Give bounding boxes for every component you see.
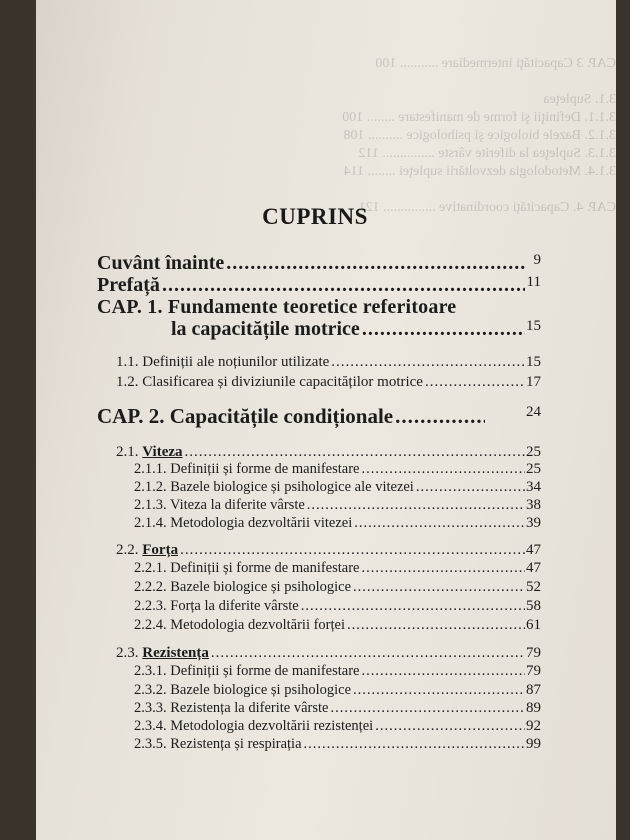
leader-dots	[304, 736, 525, 753]
leader-dots	[226, 252, 525, 275]
toc-entry-label: 2.2.4. Metodologia dezvoltării forței	[134, 617, 346, 633]
toc-entry-label: 2.3.5. Rezistența și respirația	[134, 736, 302, 752]
leader-dots	[185, 444, 525, 461]
toc-entry-label: 2.1.3. Viteza la diferite vârste	[134, 497, 305, 513]
toc-entry-label: 2.3.2. Bazele biologice și psihologice	[134, 682, 352, 698]
toc-entry-label: 2.2.3. Forța la diferite vârste	[134, 598, 299, 614]
section-label: 2.2. Forța	[116, 542, 179, 558]
leader-dots	[362, 560, 526, 577]
toc-entry[interactable]	[134, 700, 541, 717]
toc-entry-page: 92	[526, 718, 541, 734]
section-entry[interactable]	[116, 542, 541, 559]
toc-entry[interactable]	[134, 682, 541, 699]
toc-entry-page: 25	[526, 444, 541, 460]
chapter-heading[interactable]	[97, 296, 527, 319]
leader-dots	[347, 617, 525, 634]
toc-entry-label: 1.1. Definiții ale noțiunilor utilizate	[116, 354, 330, 370]
toc-entry-label: 2.3.4. Metodologia dezvoltării rezistenței	[134, 718, 374, 734]
chapter-title-line1: CAP. 1. Fundamente teoretice referitoare	[97, 296, 457, 318]
toc-entry-page: 58	[526, 598, 541, 614]
toc-entry-page: 99	[526, 736, 541, 752]
leader-dots	[307, 497, 525, 514]
leader-dots	[211, 645, 525, 662]
toc-entry-label: 2.1.2. Bazele biologice și psihologice ale vitezei	[134, 479, 414, 495]
toc-entry[interactable]	[134, 718, 541, 735]
chapter-title: CAP. 2. Capacitățile condiționale	[97, 404, 394, 428]
leader-dots	[354, 515, 525, 532]
toc-entry-page: 39	[526, 515, 541, 531]
toc-entry-page: 15	[526, 354, 541, 370]
chapter-title-line2: la capacitățile motrice	[171, 318, 360, 340]
toc-entry-page: 47	[526, 542, 541, 558]
toc-entry[interactable]	[116, 374, 541, 391]
toc-entry-page: 89	[526, 700, 541, 716]
toc-entry-label: Cuvânt înainte	[97, 252, 225, 274]
leader-dots	[301, 598, 525, 615]
page-title: CUPRINS	[262, 204, 368, 229]
section-label: 2.1. Viteza	[116, 444, 183, 460]
toc-entry-page: 87	[526, 682, 541, 698]
toc-entry-page: 79	[526, 663, 541, 679]
section-entry[interactable]	[116, 645, 541, 662]
toc-entry-page: 24	[526, 404, 541, 420]
leader-dots	[362, 663, 526, 680]
leader-dots	[330, 700, 525, 717]
toc-entry[interactable]	[134, 598, 541, 615]
toc-entry[interactable]	[134, 663, 541, 680]
leader-dots	[362, 318, 525, 341]
toc-entry-page: 17	[526, 374, 541, 390]
toc-entry-page: 61	[526, 617, 541, 633]
toc-entry-page: 52	[526, 579, 541, 595]
toc-entry-label: 2.1.4. Metodologia dezvoltării vitezei	[134, 515, 353, 531]
chapter-heading-cont[interactable]	[171, 318, 541, 341]
section-label: 2.3. Rezistența	[116, 645, 209, 661]
toc-entry-label: 2.3.1. Definiții și forme de manifestare	[134, 663, 360, 679]
toc-entry-page: 38	[526, 497, 541, 513]
leader-dots	[395, 404, 485, 429]
toc-entry[interactable]	[134, 560, 541, 577]
toc-entry-page: 25	[526, 461, 541, 477]
toc-entry-page: 34	[526, 479, 541, 495]
leader-dots	[331, 354, 525, 371]
leader-dots	[162, 274, 525, 297]
toc-entry-label: 2.1.1. Definiții și forme de manifestare	[134, 461, 360, 477]
toc-entry-page: 79	[526, 645, 541, 661]
section-entry[interactable]	[116, 444, 541, 461]
leader-dots	[375, 718, 525, 735]
leader-dots	[362, 461, 526, 478]
toc-entry[interactable]	[134, 461, 541, 478]
toc-entry-page: 15	[526, 318, 541, 334]
toc-entry-label: 2.2.1. Definiții și forme de manifestare	[134, 560, 360, 576]
toc-entry-page: 11	[526, 274, 541, 290]
toc-entry[interactable]	[134, 736, 541, 753]
toc-entry[interactable]	[97, 274, 541, 297]
toc-entry[interactable]	[134, 515, 541, 532]
toc-entry[interactable]	[134, 497, 541, 514]
toc-entry[interactable]	[134, 479, 541, 496]
toc-entry[interactable]	[116, 354, 541, 371]
leader-dots	[416, 479, 525, 496]
toc-entry-label: 2.2.2. Bazele biologice și psihologice	[134, 579, 352, 595]
toc-entry[interactable]	[134, 617, 541, 634]
toc-entry-label: 1.2. Clasificarea și diviziunile capacităților motrice	[116, 374, 423, 390]
toc-entry[interactable]	[134, 579, 541, 596]
leader-dots	[353, 682, 525, 699]
leader-dots	[425, 374, 525, 391]
chapter-heading[interactable]	[97, 404, 541, 429]
toc-entry[interactable]	[97, 252, 541, 275]
toc-entry-page: 47	[526, 560, 541, 576]
leader-dots	[353, 579, 525, 596]
leader-dots	[180, 542, 525, 559]
bleed-through-text: CAP. 3 Capacităţi intermediare ........... 100 3.1. Supleţea 3.1.1. Definiţii şi forme de manifestare ........ 100 3.1.2. Bazele biologice şi psihologice .......... 108 3.1.3. Supleţea la diferite vârste ............... 112 3.1.4. Metodologia dezvoltării supleţei ........ 114 CAP. 4. Capacităţi coordinative ............... 121	[342, 56, 616, 215]
toc-entry-label: Prefață	[97, 274, 160, 296]
toc-entry-page: 9	[533, 252, 541, 268]
toc-entry-label: 2.3.3. Rezistența la diferite vârste	[134, 700, 329, 716]
